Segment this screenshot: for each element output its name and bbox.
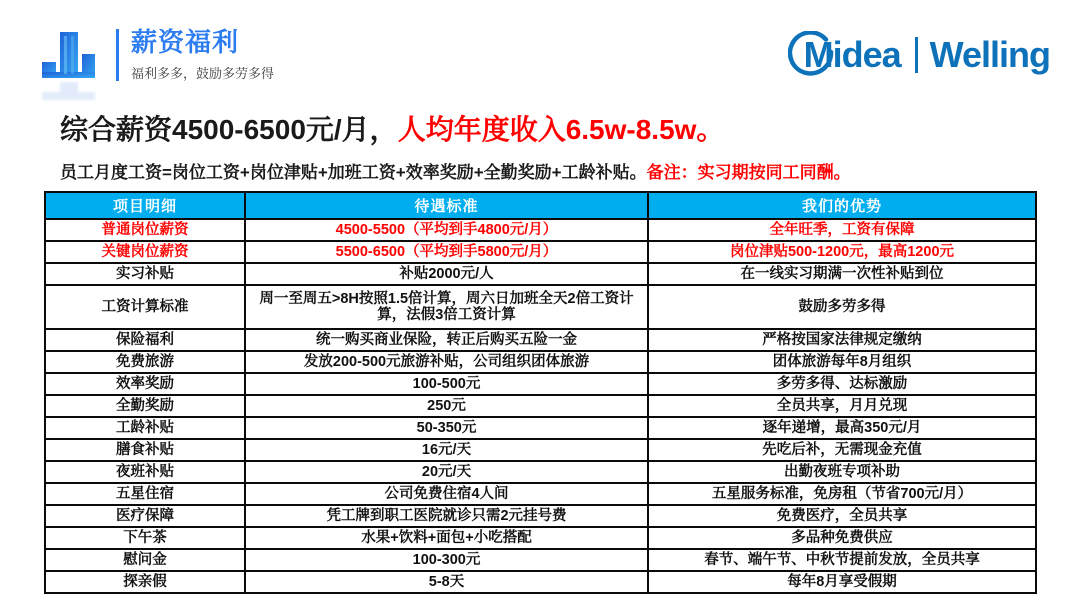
- cell-standard: 20元/天: [245, 461, 648, 483]
- cell-standard: 发放200-500元旅游补贴，公司组织团体旅游: [245, 351, 648, 373]
- cell-item: 工资计算标准: [45, 285, 245, 329]
- cell-standard: 5-8天: [245, 571, 648, 593]
- column-header: 我们的优势: [648, 192, 1036, 219]
- midea-logo: [796, 34, 901, 76]
- table-row: [45, 263, 1036, 285]
- table-row: [45, 219, 1036, 241]
- cell-standard: 补贴2000元/人: [245, 263, 648, 285]
- column-header: 项目明细: [45, 192, 245, 219]
- table-row: [45, 351, 1036, 373]
- cell-standard: 凭工牌到职工医院就诊只需2元挂号费: [245, 505, 648, 527]
- header-divider: [116, 29, 119, 81]
- cell-standard: 公司免费住宿4人间: [245, 483, 648, 505]
- cell-item: 工龄补贴: [45, 417, 245, 439]
- cell-standard: 水果+饮料+面包+小吃搭配: [245, 527, 648, 549]
- cell-standard: 统一购买商业保险，转正后购买五险一金: [245, 329, 648, 351]
- table-row: [45, 417, 1036, 439]
- cell-standard: 250元: [245, 395, 648, 417]
- cell-standard: 100-300元: [245, 549, 648, 571]
- cell-advantage: 全员共享，月月兑现: [648, 395, 1036, 417]
- page-subtitle: 福利多多，鼓励多劳多得: [131, 65, 275, 81]
- table-row: [45, 395, 1036, 417]
- cell-item: 保险福利: [45, 329, 245, 351]
- cell-item: 实习补贴: [45, 263, 245, 285]
- headline-highlight: 人均年度收入6.5w-8.5w。: [397, 114, 725, 145]
- table-row: [45, 483, 1036, 505]
- cell-item: 探亲假: [45, 571, 245, 593]
- table-row: [45, 571, 1036, 593]
- formula-text: 员工月度工资=岗位工资+岗位津贴+加班工资+效率奖励+全勤奖励+工龄补贴。: [60, 163, 647, 182]
- formula-note: 备注：实习期按同工同酬。: [646, 163, 851, 182]
- cell-item: 医疗保障: [45, 505, 245, 527]
- cell-advantage: 逐年递增，最高350元/月: [648, 417, 1036, 439]
- cell-advantage: 春节、端午节、中秋节提前发放，全员共享: [648, 549, 1036, 571]
- salary-formula: [60, 158, 851, 183]
- buildings-icon: [40, 24, 108, 86]
- cell-standard: 16元/天: [245, 439, 648, 461]
- cell-item: 效率奖励: [45, 373, 245, 395]
- page-title: 薪资福利: [131, 27, 240, 58]
- table-row: [45, 373, 1036, 395]
- cell-standard: 4500-5500（平均到手4800元/月）: [245, 219, 648, 241]
- brand-logo: [796, 34, 1050, 76]
- table-header-row: [45, 192, 1036, 219]
- cell-standard: 周一至周五>8H按照1.5倍计算，周六日加班全天2倍工资计算，法假3倍工资计算: [245, 285, 648, 329]
- cell-advantage: 岗位津贴500-1200元，最高1200元: [648, 241, 1036, 263]
- table-row: [45, 329, 1036, 351]
- table-header-row: [45, 192, 1036, 219]
- cell-advantage: 五星服务标准，免房租（节省700元/月）: [648, 483, 1036, 505]
- column-header: 待遇标准: [245, 192, 648, 219]
- cell-advantage: 鼓励多劳多得: [648, 285, 1036, 329]
- page-header: [40, 24, 274, 86]
- cell-advantage: 多品种免费供应: [648, 527, 1036, 549]
- cell-item: 五星住宿: [45, 483, 245, 505]
- table-row: [45, 505, 1036, 527]
- cell-advantage: 严格按国家法律规定缴纳: [648, 329, 1036, 351]
- cell-standard: 100-500元: [245, 373, 648, 395]
- cell-item: 膳食补贴: [45, 439, 245, 461]
- cell-item: 关键岗位薪资: [45, 241, 245, 263]
- headline-main: 综合薪资4500-6500元/月，: [60, 114, 398, 145]
- cell-advantage: 免费医疗，全员共享: [648, 505, 1036, 527]
- cell-item: 全勤奖励: [45, 395, 245, 417]
- cell-item: 普通岗位薪资: [45, 219, 245, 241]
- cell-advantage: 团体旅游每年8月组织: [648, 351, 1036, 373]
- cell-advantage: 在一线实习期满一次性补贴到位: [648, 263, 1036, 285]
- table-row: [45, 549, 1036, 571]
- cell-advantage: 先吃后补，无需现金充值: [648, 439, 1036, 461]
- headline: [60, 108, 724, 148]
- cell-advantage: 全年旺季，工资有保障: [648, 219, 1036, 241]
- cell-item: 免费旅游: [45, 351, 245, 373]
- cell-standard: 50-350元: [245, 417, 648, 439]
- cell-item: 慰问金: [45, 549, 245, 571]
- table-body: [45, 219, 1036, 593]
- logo-divider: [915, 37, 918, 73]
- midea-wordmark: Midea: [803, 34, 901, 75]
- table-row: [45, 461, 1036, 483]
- welling-wordmark: Welling: [929, 34, 1050, 75]
- cell-standard: 5500-6500（平均到手5800元/月）: [245, 241, 648, 263]
- cell-item: 下午茶: [45, 527, 245, 549]
- table-row: [45, 241, 1036, 263]
- cell-advantage: 多劳多得、达标激励: [648, 373, 1036, 395]
- benefits-table: [44, 191, 1037, 594]
- table-row: [45, 439, 1036, 461]
- table-row: [45, 527, 1036, 549]
- table-row: [45, 285, 1036, 329]
- buildings-reflection: [40, 80, 108, 100]
- cell-advantage: 出勤夜班专项补助: [648, 461, 1036, 483]
- cell-item: 夜班补贴: [45, 461, 245, 483]
- cell-advantage: 每年8月享受假期: [648, 571, 1036, 593]
